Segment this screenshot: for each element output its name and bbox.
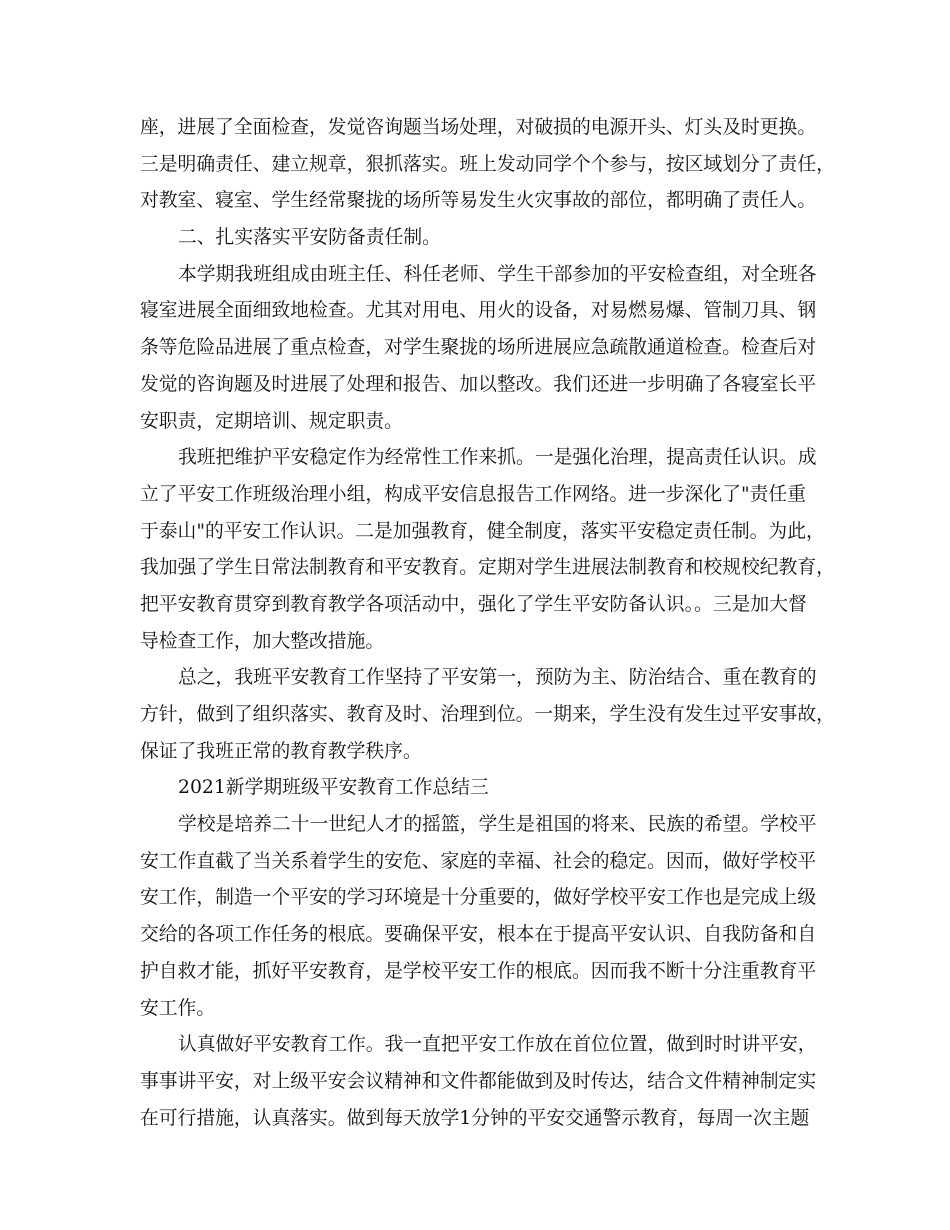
- text-line: 保证了我班正常的教育教学秩序。: [140, 740, 422, 762]
- text-line: 认真做好平安教育工作。我一直把平安工作放在首位位置，做到时时讲平安，: [178, 1034, 817, 1056]
- text-line: 立了平安工作班级治理小组，构成平安信息报告工作网络。进一步深化了"责任重: [140, 483, 806, 505]
- text-line: 寝室进展全面细致地检查。尤其对用电、用火的设备，对易燃易爆、管制刀具、钢: [140, 300, 817, 322]
- text-line: 方针，做到了组织落实、教育及时、治理到位。一期来，学生没有发生过平安事故，: [140, 704, 835, 725]
- text-line: 总之，我班平安教育工作坚持了平安第一，预防为主、防治结合、重在教育的: [178, 667, 817, 689]
- document-body: [140, 110, 835, 1137]
- text-line: 学校是培养二十一世纪人才的摇篮，学生是祖国的将来、民族的希望。学校平: [178, 814, 817, 836]
- text-line: 三是明确责任、建立规章，狠抓落实。班上发动同学个个参与，按区域划分了责任，: [140, 153, 835, 175]
- text-line: 安工作。: [140, 997, 216, 1019]
- text-line: 我班把维护平安稳定作为经常性工作来抓。一是强化治理，提高责任认识。成: [178, 447, 817, 469]
- text-line: 在可行措施，认真落实。做到每天放学1分钟的平安交通警示教育，每周一次主题: [140, 1107, 810, 1129]
- text-line: 于泰山"的平安工作认识。二是加强教育，健全制度，落实平安稳定责任制。为此，: [140, 520, 825, 542]
- text-line: 座，进展了全面检查，发觉咨询题当场处理，对破损的电源开头、灯头及时更换。: [140, 117, 817, 138]
- text-line: 对教室、寝室、学生经常聚拢的场所等易发生火灾事故的部位，都明确了责任人。: [140, 190, 817, 212]
- text-line: 安工作，制造一个平安的学习环境是十分重要的，做好学校平安工作也是完成上级: [140, 887, 817, 909]
- text-line: 发觉的咨询题及时进展了处理和报告、加以整改。我们还进一步明确了各寝室长平: [140, 373, 817, 395]
- text-line: 我加强了学生日常法制教育和平安教育。定期对学生进展法制教育和校规校纪教育，: [140, 557, 835, 579]
- text-line: 事事讲平安，对上级平安会议精神和文件都能做到及时传达，结合文件精神制定实: [140, 1070, 817, 1092]
- text-line: 交给的各项工作任务的根底。要确保平安，根本在于提高平安认识、自我防备和自: [140, 924, 817, 946]
- text-line: 条等危险品进展了重点检查，对学生聚拢的场所进展应急疏散通道检查。检查后对: [140, 337, 817, 359]
- section-heading: 二、扎实落实平安防备责任制。: [178, 227, 441, 249]
- text-line: 安职责，定期培训、规定职责。: [140, 410, 403, 432]
- text-line: 把平安教育贯穿到教育教学各项活动中，强化了学生平安防备认识。。三是加大督: [140, 593, 807, 615]
- text-line: 导检查工作，加大整改措施。: [140, 630, 385, 652]
- text-line: 本学期我班组成由班主任、科任老师、学生干部参加的平安检查组，对全班各: [178, 263, 817, 285]
- section-title: 2021新学期班级平安教育工作总结三: [178, 777, 489, 799]
- text-line: 护自救才能，抓好平安教育，是学校平安工作的根底。因而我不断十分注重教育平: [140, 960, 817, 982]
- text-line: 安工作直截了当关系着学生的安危、家庭的幸福、社会的稳定。因而，做好学校平: [140, 850, 817, 872]
